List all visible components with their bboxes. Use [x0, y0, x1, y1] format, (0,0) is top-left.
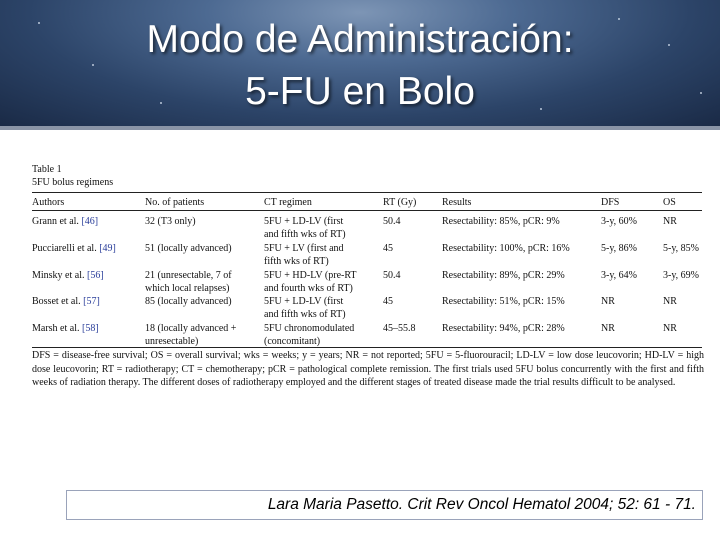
cell-dfs: 3-y, 60% [601, 216, 638, 227]
cell-dfs: 5-y, 86% [601, 243, 638, 254]
table-top-rule [32, 192, 702, 193]
cell-author: Marsh et al. [58] [32, 323, 99, 334]
cell-os: NR [663, 323, 677, 334]
header-dfs: DFS [601, 197, 620, 208]
table-label: Table 1 [32, 164, 62, 175]
table-bottom-rule [32, 347, 702, 348]
cell-regimen: 5FU + LD-LV (first [264, 296, 344, 307]
cell-regimen: 5FU + LD-LV (first [264, 216, 344, 227]
header-results: Results [442, 197, 472, 208]
cell-regimen: 5FU + HD-LV (pre-RT [264, 270, 357, 281]
cell-dfs: NR [601, 323, 615, 334]
cell-rt: 45–55.8 [383, 323, 416, 334]
table-caption: 5FU bolus regimens [32, 177, 114, 188]
slide-title-line-2: 5-FU en Bolo [245, 70, 475, 113]
reference-link[interactable]: [56] [87, 270, 104, 281]
citation-text: Lara Maria Pasetto. Crit Rev Oncol Hematol 2004; 52: 61 - 71. [267, 496, 696, 513]
cell-os: 3-y, 69% [663, 270, 700, 281]
cell-patients: unresectable) [145, 336, 199, 347]
cell-author: Pucciarelli et al. [49] [32, 243, 116, 254]
cell-os: NR [663, 216, 677, 227]
title-banner [0, 0, 720, 130]
cell-patients: 51 (locally advanced) [145, 243, 232, 254]
cell-results: Resectability: 51%, pCR: 15% [442, 296, 565, 307]
cell-rt: 45 [383, 296, 393, 307]
cell-patients: 32 (T3 only) [145, 216, 196, 227]
header-patients: No. of patients [145, 197, 205, 208]
cell-dfs: NR [601, 296, 615, 307]
cell-results: Resectability: 89%, pCR: 29% [442, 270, 565, 281]
cell-regimen: and fifth wks of RT) [264, 229, 346, 240]
reference-link[interactable]: [49] [99, 243, 116, 254]
cell-rt: 45 [383, 243, 393, 254]
cell-patients: 21 (unresectable, 7 of [145, 270, 232, 281]
header-os: OS [663, 197, 676, 208]
cell-author: Grann et al. [46] [32, 216, 99, 227]
table-header-rule [32, 210, 702, 211]
reference-link[interactable]: [58] [82, 323, 99, 334]
cell-regimen: 5FU chronomodulated [264, 323, 355, 334]
slide-title-line-1: Modo de Administración: [146, 18, 574, 61]
cell-dfs: 3-y, 64% [601, 270, 638, 281]
cell-rt: 50.4 [383, 216, 401, 227]
cell-results: Resectability: 94%, pCR: 28% [442, 323, 565, 334]
cell-rt: 50.4 [383, 270, 401, 281]
reference-link[interactable]: [46] [81, 216, 99, 227]
cell-results: Resectability: 100%, pCR: 16% [442, 243, 570, 254]
cell-author: Bosset et al. [57] [32, 296, 100, 307]
cell-os: 5-y, 85% [663, 243, 700, 254]
reference-link[interactable]: [57] [83, 296, 100, 307]
cell-patients: 18 (locally advanced + [145, 323, 237, 334]
citation-box [66, 490, 703, 520]
cell-patients: which local relapses) [145, 283, 230, 294]
cell-regimen: and fourth wks of RT) [264, 283, 353, 294]
cell-author: Minsky et al. [56] [32, 270, 104, 281]
cell-regimen: and fifth wks of RT) [264, 309, 346, 320]
cell-os: NR [663, 296, 677, 307]
cell-results: Resectability: 85%, pCR: 9% [442, 216, 560, 227]
cell-regimen: fifth wks of RT) [264, 256, 329, 267]
table-footnote: DFS = disease-free survival; OS = overall survival; wks = weeks; y = years; NR = not reported; 5FU = 5-fluorouracil; LD-LV = low dose leucovorin; HD-LV = high dose leucovorin; RT = radiotherapy; CT = chemotherapy; pCR = pathological complete remission. The first trials used 5FU bolus concurrently with the first and fifth weeks of radiation therapy. The different doses of radiotherapy employed and the different stages of treated disease made the trial results difficult to be analysed. [32, 350, 704, 388]
cell-patients: 85 (locally advanced) [145, 296, 232, 307]
header-ct-regimen: CT regimen [264, 197, 312, 208]
header-rt: RT (Gy) [383, 197, 417, 208]
header-authors: Authors [32, 197, 65, 208]
cell-regimen: 5FU + LV (first and [264, 243, 344, 254]
star-decoration [92, 64, 94, 66]
cell-regimen: (concomitant) [264, 336, 321, 347]
